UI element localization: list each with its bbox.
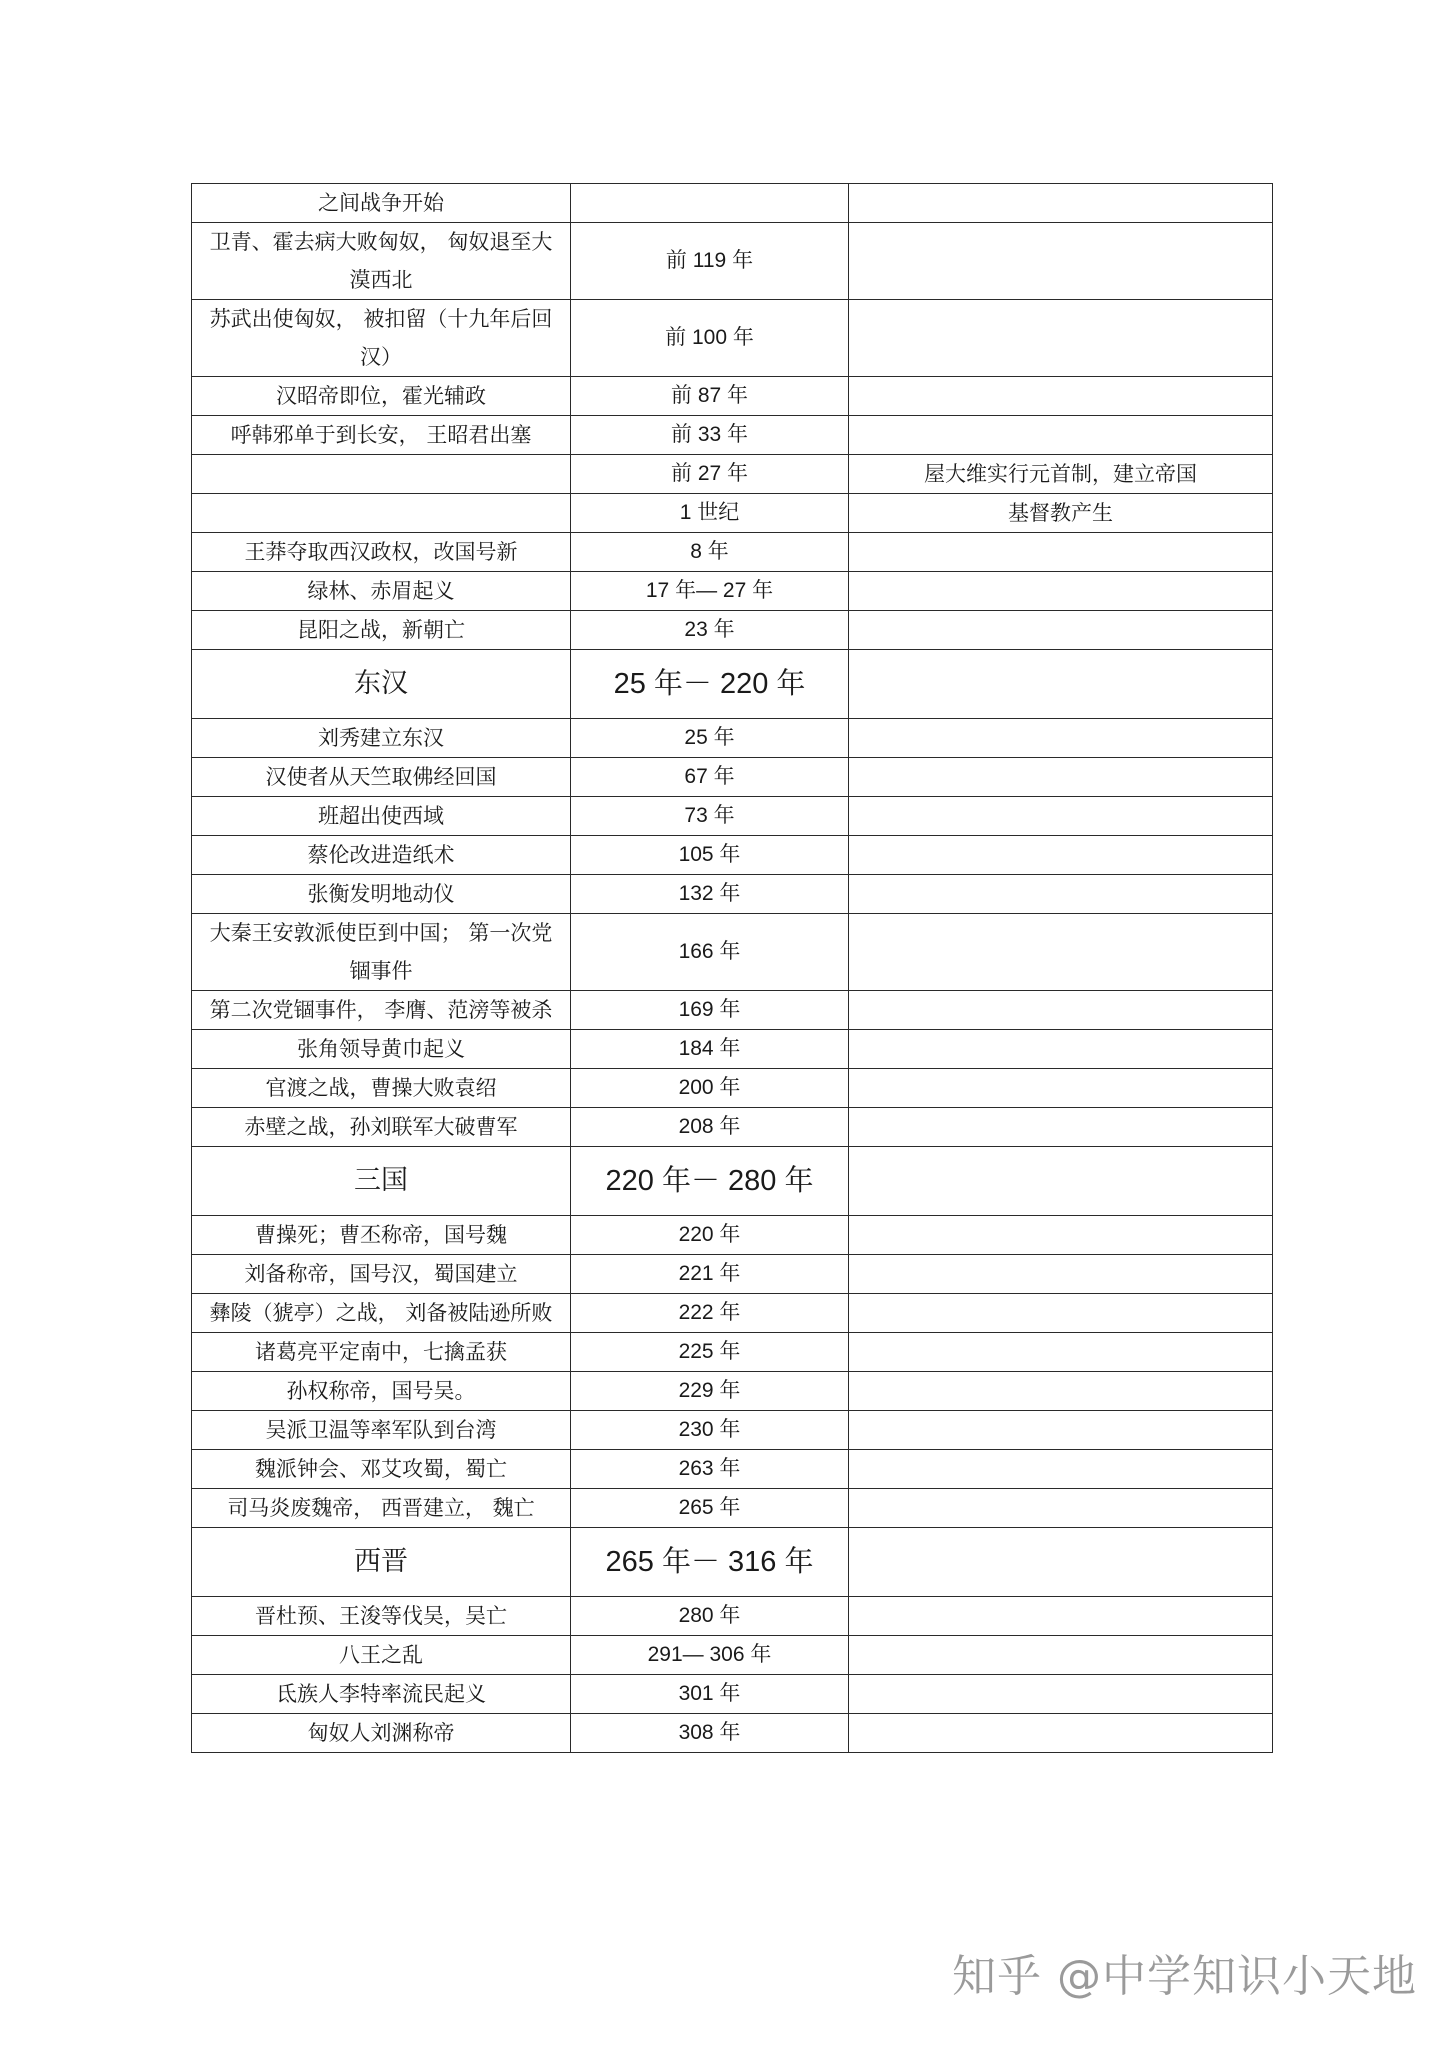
event-cell: 诸葛亮平定南中，七擒孟获 xyxy=(192,1333,571,1372)
year-cell: 308 年 xyxy=(571,1714,849,1753)
world-event-cell xyxy=(849,914,1273,991)
event-cell: 彝陵（猇亭）之战， 刘备被陆逊所败 xyxy=(192,1294,571,1333)
world-event-cell xyxy=(849,875,1273,914)
world-event-cell xyxy=(849,1216,1273,1255)
world-event-cell xyxy=(849,533,1273,572)
year-cell: 229 年 xyxy=(571,1372,849,1411)
table-row xyxy=(192,416,1273,455)
year-cell: 225 年 xyxy=(571,1333,849,1372)
table-row xyxy=(192,1411,1273,1450)
era-row xyxy=(192,1528,1273,1597)
world-event-cell xyxy=(849,1714,1273,1753)
table-row xyxy=(192,1216,1273,1255)
world-event-cell xyxy=(849,1528,1273,1597)
event-cell: 司马炎废魏帝， 西晋建立， 魏亡 xyxy=(192,1489,571,1528)
year-cell: 184 年 xyxy=(571,1030,849,1069)
year-cell: 前 87 年 xyxy=(571,377,849,416)
event-cell: 官渡之战，曹操大败袁绍 xyxy=(192,1069,571,1108)
year-cell: 220 年 xyxy=(571,1216,849,1255)
table-row xyxy=(192,836,1273,875)
world-event-cell xyxy=(849,184,1273,223)
table-row xyxy=(192,1030,1273,1069)
year-cell: 前 27 年 xyxy=(571,455,849,494)
world-event-cell xyxy=(849,836,1273,875)
year-cell: 208 年 xyxy=(571,1108,849,1147)
event-cell: 呼韩邪单于到长安， 王昭君出塞 xyxy=(192,416,571,455)
world-event-cell xyxy=(849,650,1273,719)
world-event-cell xyxy=(849,1069,1273,1108)
event-cell: 汉使者从天竺取佛经回国 xyxy=(192,758,571,797)
event-cell: 赤壁之战，孙刘联军大破曹军 xyxy=(192,1108,571,1147)
year-cell: 8 年 xyxy=(571,533,849,572)
event-cell: 之间战争开始 xyxy=(192,184,571,223)
year-cell: 280 年 xyxy=(571,1597,849,1636)
table-row xyxy=(192,1333,1273,1372)
world-event-cell xyxy=(849,758,1273,797)
table-row xyxy=(192,533,1273,572)
year-cell: 23 年 xyxy=(571,611,849,650)
event-cell: 班超出使西域 xyxy=(192,797,571,836)
table-row xyxy=(192,1675,1273,1714)
world-event-cell xyxy=(849,223,1273,300)
event-cell: 苏武出使匈奴， 被扣留（十九年后回汉） xyxy=(192,300,571,377)
world-event-cell xyxy=(849,1030,1273,1069)
world-event-cell xyxy=(849,1108,1273,1147)
event-cell: 曹操死；曹丕称帝，国号魏 xyxy=(192,1216,571,1255)
event-cell: 魏派钟会、邓艾攻蜀，蜀亡 xyxy=(192,1450,571,1489)
world-event-cell xyxy=(849,1636,1273,1675)
world-event-cell xyxy=(849,1675,1273,1714)
event-cell: 吴派卫温等率军队到台湾 xyxy=(192,1411,571,1450)
table-row xyxy=(192,494,1273,533)
world-event-cell xyxy=(849,1597,1273,1636)
world-event-cell xyxy=(849,797,1273,836)
world-event-cell xyxy=(849,1255,1273,1294)
year-cell: 222 年 xyxy=(571,1294,849,1333)
year-cell: 220 年－ 280 年 xyxy=(571,1147,849,1216)
event-cell xyxy=(192,494,571,533)
event-cell: 第二次党锢事件， 李膺、范滂等被杀 xyxy=(192,991,571,1030)
event-cell: 大秦王安敦派使臣到中国； 第一次党锢事件 xyxy=(192,914,571,991)
world-event-cell xyxy=(849,377,1273,416)
event-cell: 王莽夺取西汉政权，改国号新 xyxy=(192,533,571,572)
era-row xyxy=(192,1147,1273,1216)
event-cell xyxy=(192,455,571,494)
world-event-cell xyxy=(849,1294,1273,1333)
table-row xyxy=(192,1108,1273,1147)
event-cell: 张角领导黄巾起义 xyxy=(192,1030,571,1069)
world-event-cell xyxy=(849,1411,1273,1450)
table-row xyxy=(192,611,1273,650)
year-cell: 67 年 xyxy=(571,758,849,797)
table-row xyxy=(192,875,1273,914)
year-cell: 221 年 xyxy=(571,1255,849,1294)
year-cell: 前 33 年 xyxy=(571,416,849,455)
year-cell: 230 年 xyxy=(571,1411,849,1450)
world-event-cell xyxy=(849,300,1273,377)
world-event-cell: 基督教产生 xyxy=(849,494,1273,533)
world-event-cell xyxy=(849,572,1273,611)
event-cell: 刘秀建立东汉 xyxy=(192,719,571,758)
world-event-cell xyxy=(849,719,1273,758)
year-cell: 1 世纪 xyxy=(571,494,849,533)
event-cell: 汉昭帝即位，霍光辅政 xyxy=(192,377,571,416)
table-row xyxy=(192,377,1273,416)
year-cell: 263 年 xyxy=(571,1450,849,1489)
table-row xyxy=(192,300,1273,377)
event-cell: 卫青、霍去病大败匈奴， 匈奴退至大漠西北 xyxy=(192,223,571,300)
year-cell: 132 年 xyxy=(571,875,849,914)
event-cell: 蔡伦改进造纸术 xyxy=(192,836,571,875)
table-row xyxy=(192,455,1273,494)
event-cell: 刘备称帝，国号汉，蜀国建立 xyxy=(192,1255,571,1294)
table-row xyxy=(192,758,1273,797)
event-cell: 张衡发明地动仪 xyxy=(192,875,571,914)
event-cell: 八王之乱 xyxy=(192,1636,571,1675)
table-row xyxy=(192,719,1273,758)
world-event-cell xyxy=(849,1372,1273,1411)
table-row xyxy=(192,1294,1273,1333)
event-cell: 绿林、赤眉起义 xyxy=(192,572,571,611)
table-row xyxy=(192,1255,1273,1294)
table-row xyxy=(192,991,1273,1030)
world-event-cell xyxy=(849,1489,1273,1528)
table-row xyxy=(192,1489,1273,1528)
table-row xyxy=(192,797,1273,836)
zhihu-watermark: 知乎 @中学知识小天地 xyxy=(952,1951,1417,2002)
table-row xyxy=(192,223,1273,300)
year-cell: 265 年 xyxy=(571,1489,849,1528)
world-event-cell xyxy=(849,1147,1273,1216)
world-event-cell xyxy=(849,991,1273,1030)
event-cell: 东汉 xyxy=(192,650,571,719)
table-row xyxy=(192,1069,1273,1108)
table-row xyxy=(192,572,1273,611)
event-cell: 晋杜预、王浚等伐吴，吴亡 xyxy=(192,1597,571,1636)
event-cell: 孙权称帝，国号吴。 xyxy=(192,1372,571,1411)
table-row xyxy=(192,184,1273,223)
event-cell: 西晋 xyxy=(192,1528,571,1597)
timeline-table xyxy=(191,183,1273,1753)
world-event-cell xyxy=(849,1333,1273,1372)
world-event-cell xyxy=(849,416,1273,455)
world-event-cell: 屋大维实行元首制，建立帝国 xyxy=(849,455,1273,494)
year-cell: 73 年 xyxy=(571,797,849,836)
event-cell: 氐族人李特率流民起义 xyxy=(192,1675,571,1714)
table-row xyxy=(192,1597,1273,1636)
year-cell xyxy=(571,184,849,223)
year-cell: 166 年 xyxy=(571,914,849,991)
year-cell: 301 年 xyxy=(571,1675,849,1714)
year-cell: 291— 306 年 xyxy=(571,1636,849,1675)
year-cell: 169 年 xyxy=(571,991,849,1030)
year-cell: 17 年— 27 年 xyxy=(571,572,849,611)
timeline-body xyxy=(192,184,1273,1753)
year-cell: 前 100 年 xyxy=(571,300,849,377)
year-cell: 105 年 xyxy=(571,836,849,875)
table-row xyxy=(192,1450,1273,1489)
table-row xyxy=(192,914,1273,991)
era-row xyxy=(192,650,1273,719)
table-row xyxy=(192,1636,1273,1675)
year-cell: 200 年 xyxy=(571,1069,849,1108)
table-row xyxy=(192,1372,1273,1411)
table-row xyxy=(192,1714,1273,1753)
year-cell: 前 119 年 xyxy=(571,223,849,300)
year-cell: 25 年 xyxy=(571,719,849,758)
world-event-cell xyxy=(849,611,1273,650)
event-cell: 匈奴人刘渊称帝 xyxy=(192,1714,571,1753)
event-cell: 三国 xyxy=(192,1147,571,1216)
year-cell: 265 年－ 316 年 xyxy=(571,1528,849,1597)
event-cell: 昆阳之战，新朝亡 xyxy=(192,611,571,650)
world-event-cell xyxy=(849,1450,1273,1489)
year-cell: 25 年－ 220 年 xyxy=(571,650,849,719)
